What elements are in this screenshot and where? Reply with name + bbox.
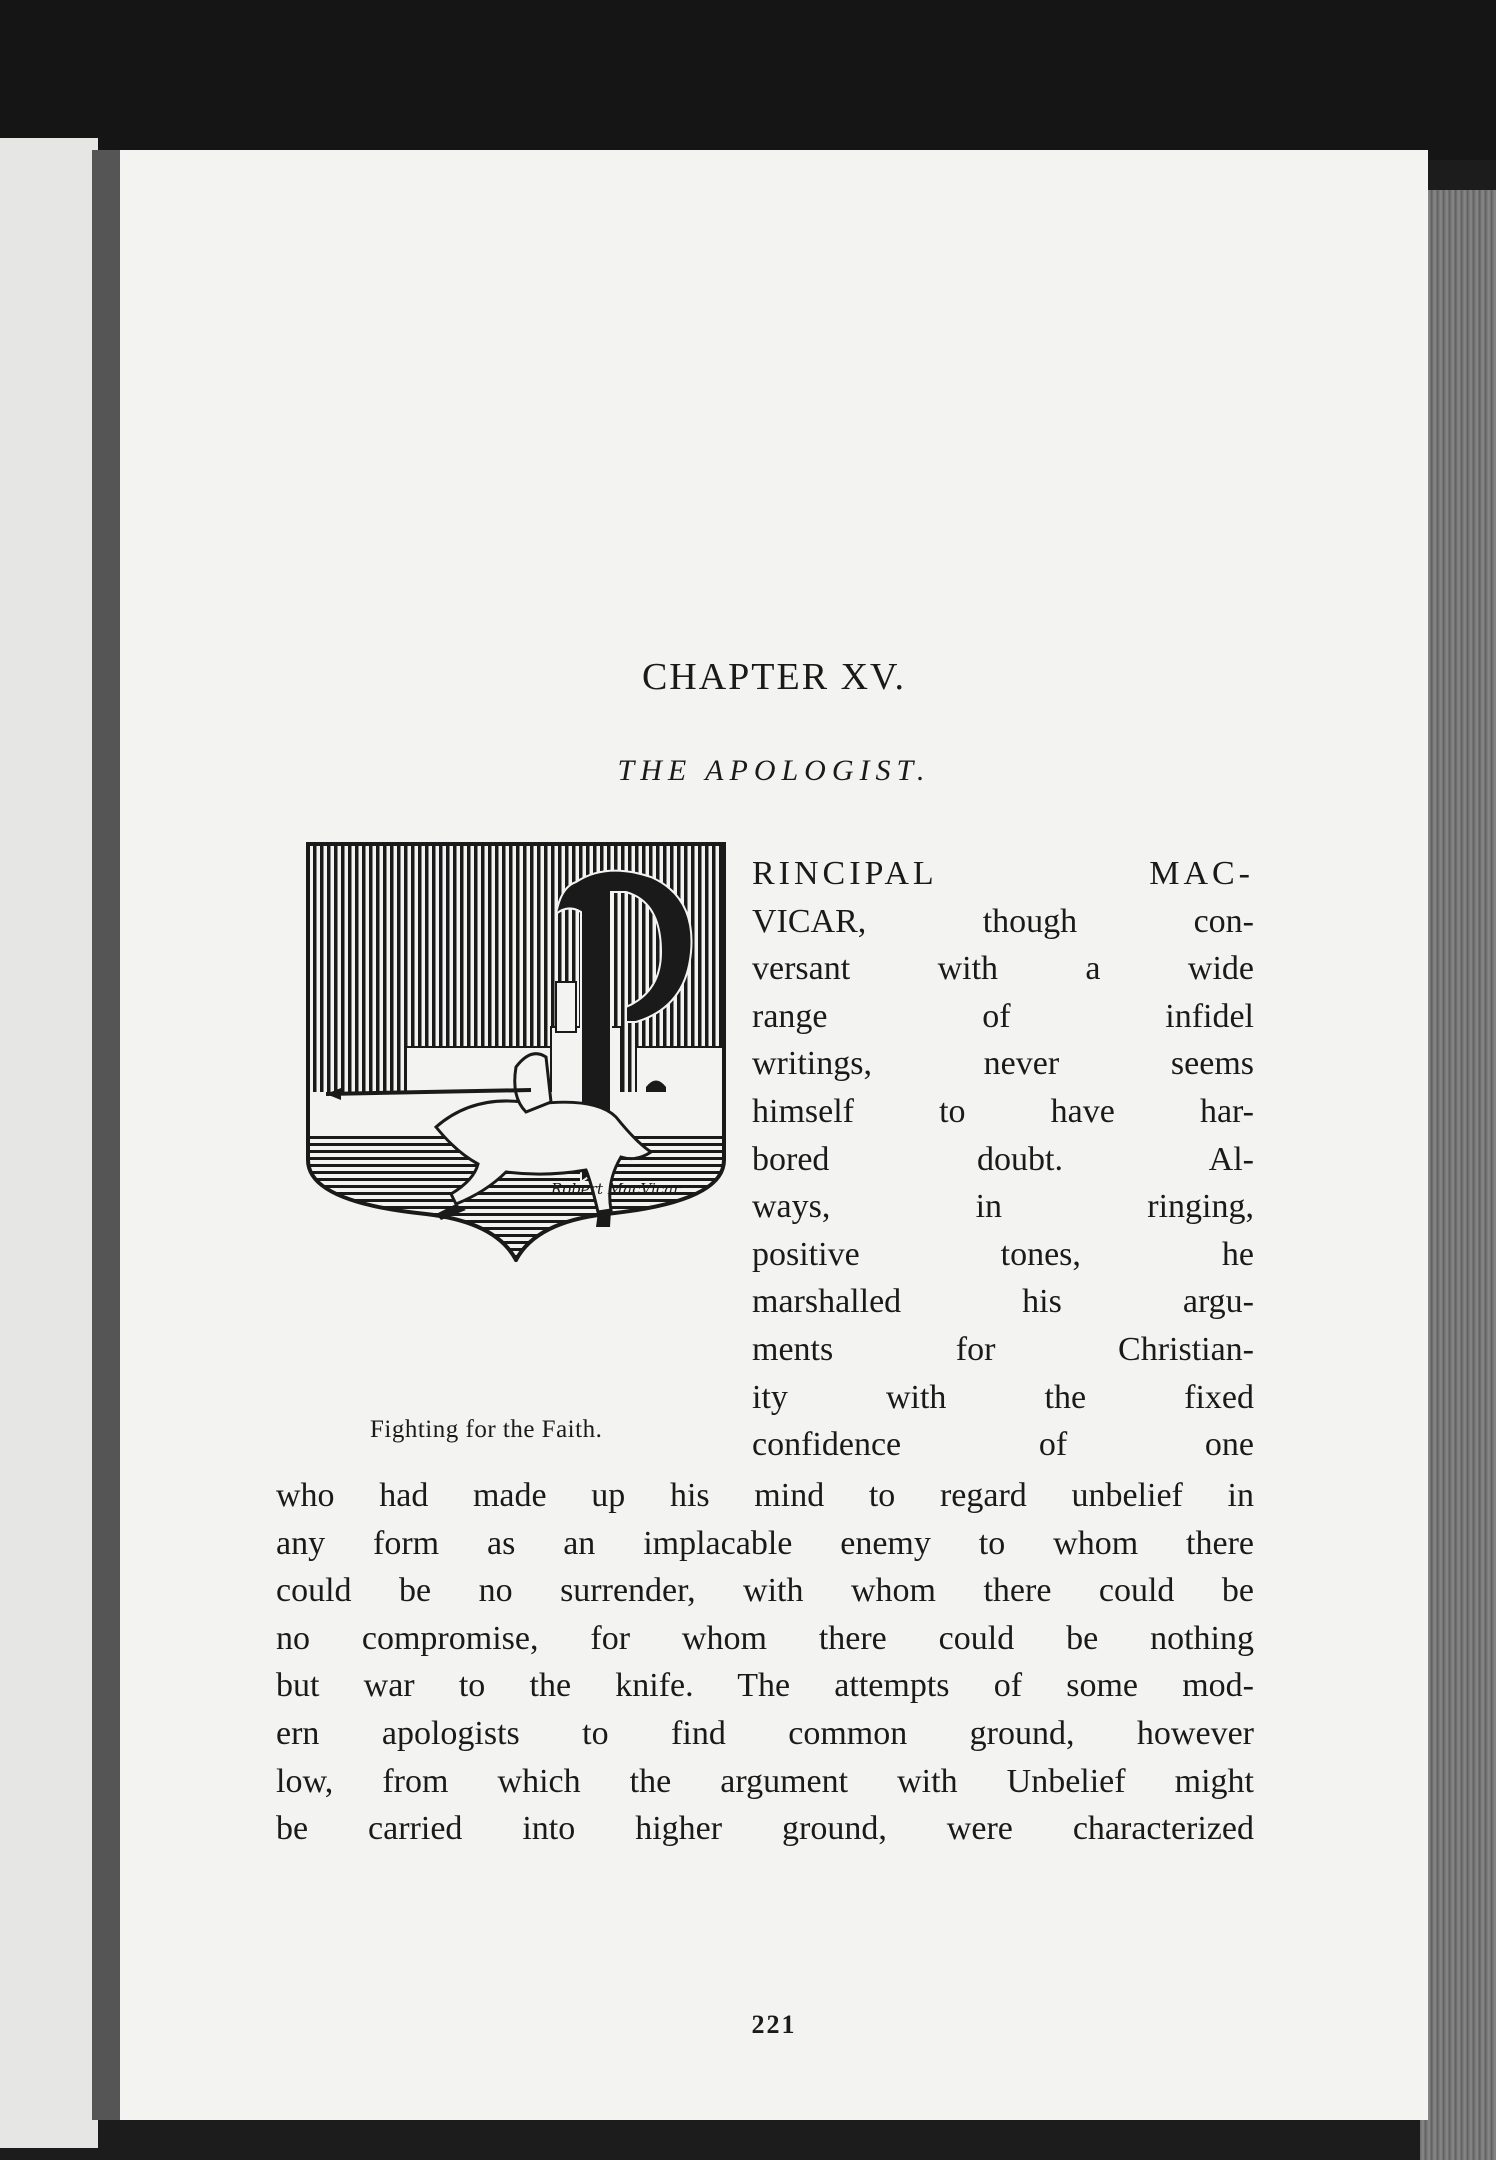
text-line: marshalled his argu- [752, 1283, 1254, 1321]
text-line: no compromise, for whom there could be nothing [276, 1619, 1254, 1657]
body-paragraph [276, 1472, 1254, 1853]
book-gutter [92, 150, 120, 2120]
facing-page-edge [0, 138, 98, 2148]
page-stack-edge [1420, 190, 1496, 2160]
chapter-heading: CHAPTER XV. [641, 656, 907, 698]
chapter-title: THE APOLOGIST. [617, 754, 931, 787]
artist-signature: Robert MacVicar [551, 1180, 681, 1198]
text-line: ern apologists to find common ground, however [276, 1714, 1254, 1752]
text-line: who had made up his mind to regard unbelief in [276, 1477, 1254, 1514]
text-line: versant with a wide [752, 950, 1254, 988]
illustration-caption: Fighting for the Faith. [370, 1416, 603, 1443]
text-line: be carried into higher ground, were characterized [276, 1810, 1254, 1848]
drop-cap-illustration [306, 842, 726, 1262]
text-line: bored doubt. Al- [752, 1140, 1254, 1178]
text-line: ways, in ringing, [752, 1188, 1254, 1226]
book-page [120, 150, 1428, 2120]
text-line: but war to the knife. The attempts of some mod- [276, 1667, 1254, 1705]
text-line: himself to have har- [752, 1092, 1254, 1130]
text-line: RINCIPAL MAC- [752, 855, 1254, 892]
page-number: 221 [751, 2010, 797, 2039]
scan-backdrop [0, 0, 1496, 160]
text-line: confidence of one [752, 1426, 1254, 1464]
text-line: ity with the fixed [752, 1378, 1254, 1416]
text-line: writings, never seems [752, 1045, 1254, 1083]
wrapped-text-beside-illustration [752, 850, 1254, 1469]
text-line: could be no surrender, with whom there could be [276, 1572, 1254, 1610]
text-line: low, from which the argument with Unbelief might [276, 1762, 1254, 1800]
text-line: positive tones, he [752, 1235, 1254, 1273]
text-line: range of infidel [752, 997, 1254, 1035]
text-line: any form as an implacable enemy to whom there [276, 1524, 1254, 1562]
text-line: ments for Christian- [752, 1330, 1254, 1368]
text-line: VICAR, though con- [752, 902, 1254, 940]
